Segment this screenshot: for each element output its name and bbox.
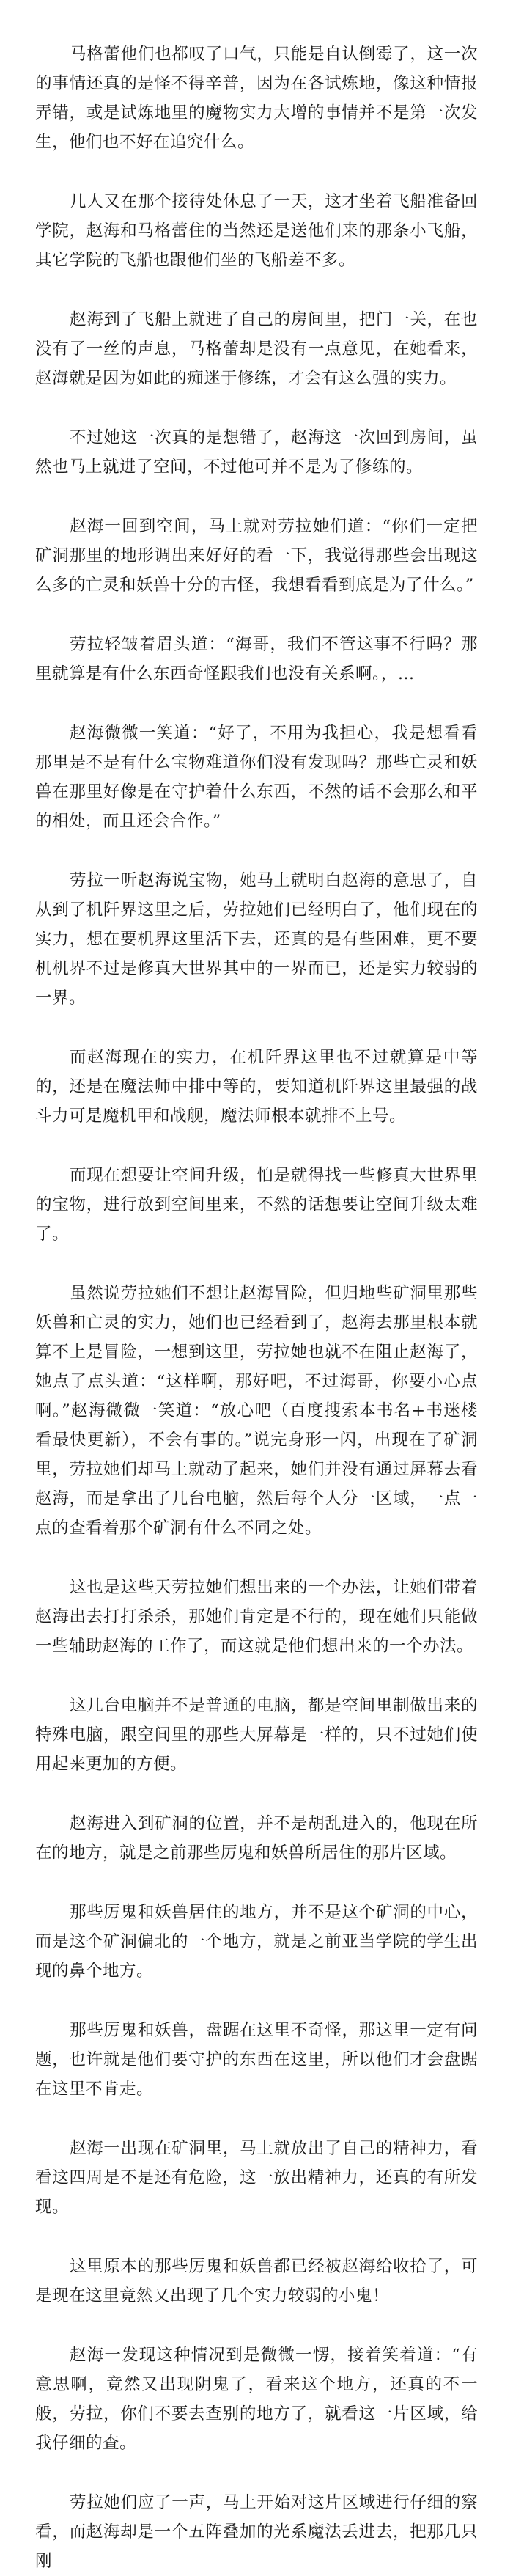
paragraph-2: 几人又在那个接待处休息了一天，这才坐着飞船准备回学院，赵海和马格蕾住的当然还是送他们来的那条小飞船，其它学院的飞船也跟他们坐的飞船差不多。: [35, 192, 478, 270]
paragraph-13: 这几台电脑并不是普通的电脑，都是空间里制做出来的特殊电脑，跟空间里的那些大屏幕是一样的，只不过她们使用起来更加的方便。: [35, 1696, 478, 1774]
paragraph-gap: [35, 1868, 478, 1898]
paragraph-gap: [35, 1543, 478, 1573]
paragraph-6: 劳拉轻皱着眉头道：“海哥，我们不管这事不行吗？那里就算是有什么东西奇怪跟我们也没有关系啊。，…: [35, 635, 478, 683]
paragraph-11: 虽然说劳拉她们不想让赵海冒险，但归地些矿洞里那些妖兽和亡灵的实力，她们也已经看到了，赵海去那里根本就算不上是冒险，一想到这里，劳拉她也就不在阻止赵海了，她点了点头道：“这样啊，那好吧，不过海哥，你要小心点啊。”赵海微微一笑道：“放心吧（百度搜索本书名+书迷楼 看最快更新），不会有事的。”说完身形一闪，出现在了矿洞里，劳拉她们却马上就动了起来，她们并没有通过屏幕去看赵海，而是拿出了几台电脑，然后每个人分一区域，一点一点的查看着那个矿洞有什么不同之处。: [35, 1284, 478, 1538]
paragraph-gap: [35, 1249, 478, 1279]
paragraph-gap: [35, 2222, 478, 2252]
paragraph-gap: [35, 600, 478, 630]
paragraph-4: 不过她这一次真的是想错了，赵海这一次回到房间，虽然也马上就进了空间，不过他可并不是为了修练的。: [35, 428, 478, 477]
paragraph-gap: [35, 2104, 478, 2134]
paragraph-10: 而现在想要让空间升级，怕是就得找一些修真大世界里的宝物，进行放到空间里来，不然的话想要让空间升级太难了。: [35, 1166, 478, 1244]
paragraph-18: 这里原本的那些厉鬼和妖兽都已经被赵海给收拾了，可是现在这里竟然又出现了几个实力较弱的小鬼！: [35, 2257, 478, 2305]
paragraph-17: 赵海一出现在矿洞里，马上就放出了自己的精神力，看看这四周是不是还有危险，这一放出精神力，还真的有所发现。: [35, 2139, 478, 2217]
paragraph-15: 那些厉鬼和妖兽居住的地方，并不是这个矿洞的中心，而是这个矿洞偏北的一个地方，就是之前亚当学院的学生出现的鼻个地方。: [35, 1903, 478, 1981]
paragraph-9: 而赵海现在的实力，在机阡界这里也不过就算是中等的，还是在魔法师中排中等的，要知道机阡界这里最强的战斗力可是魔机甲和战舰，魔法师根本就排不上号。: [35, 1048, 478, 1126]
paragraph-3: 赵海到了飞船上就进了自己的房间里，把门一关，在也没有了一丝的声息，马格蕾却是没有一点意见，在她看来，赵海就是因为如此的痴迷于修练，才会有这么强的实力。: [35, 310, 478, 388]
paragraph-gap: [35, 393, 478, 423]
paragraph-12: 这也是这些天劳拉她们想出来的一个办法，让她们带着赵海出去打打杀杀，那她们肯定是不行的，现在她们只能做一些辅助赵海的工作了，而这就是他们想出来的一个办法。: [35, 1578, 478, 1656]
paragraph-19: 赵海一发现这种情况到是微微一愣，接着笑着道：“有意思啊，竟然又出现阴鬼了，看来这个地方，还真的不一般，劳拉，你们不要去查别的地方了，就看这一片区域，给我仔细的查。: [35, 2346, 478, 2453]
paragraph-gap: [35, 1661, 478, 1691]
paragraph-gap: [35, 1013, 478, 1043]
paragraph-gap: [35, 2311, 478, 2341]
paragraph-20: 劳拉她们应了一声，马上开始对这片区域进行仔细的察看，而赵海却是一个五阵叠加的光系魔法丢进去，把那几只刚: [35, 2493, 478, 2571]
paragraph-7: 赵海微微一笑道：“好了，不用为我担心，我是想看看那里是不是有什么宝物难道你们没有发现吗？那些亡灵和妖兽在那里好像是在守护着什么东西，不然的话不会那么和平的相处，而且还会合作。”: [35, 724, 478, 831]
paragraph-gap: [35, 157, 478, 187]
paragraph-1: 马格蕾他们也都叹了口气，只能是自认倒霉了，这一次的事情还真的是怪不得辛普，因为在各试炼地，像这种情报弄错，或是试炼地里的魔物实力大增的事情并不是第一次发生，他们也不好在追究什么。: [35, 45, 478, 152]
paragraph-14: 赵海进入到矿洞的位置，并不是胡乱进入的，他现在所在的地方，就是之前那些厉鬼和妖兽所居住的那片区域。: [35, 1814, 478, 1863]
paragraph-5: 赵海一回到空间，马上就对劳拉她们道：“你们一定把矿洞那里的地形调出来好好的看一下，我觉得那些会出现这么多的亡灵和妖兽十分的古怪，我想看看到底是为了什么。”: [35, 517, 478, 595]
paragraph-gap: [35, 1131, 478, 1161]
paragraph-gap: [35, 482, 478, 512]
paragraph-gap: [35, 1779, 478, 1809]
paragraph-8: 劳拉一听赵海说宝物，她马上就明白赵海的意思了，自从到了机阡界这里之后，劳拉她们已经明白了，他们现在的实力，想在要机界这里活下去，还真的是有些困难，更不要机机界不过是修真大世界其中的一界而已，还是实力较弱的一界。: [35, 871, 478, 1008]
paragraph-gap: [35, 2458, 478, 2488]
paragraph-gap: [35, 689, 478, 719]
paragraph-gap: [35, 836, 478, 866]
paragraph-gap: [35, 275, 478, 305]
paragraph-16: 那些厉鬼和妖兽，盘踞在这里不奇怪，那这里一定有问题，也许就是他们要守护的东西在这里，所以他们才会盘踞在这里不肯走。: [35, 2021, 478, 2099]
paragraph-gap: [35, 1986, 478, 2016]
